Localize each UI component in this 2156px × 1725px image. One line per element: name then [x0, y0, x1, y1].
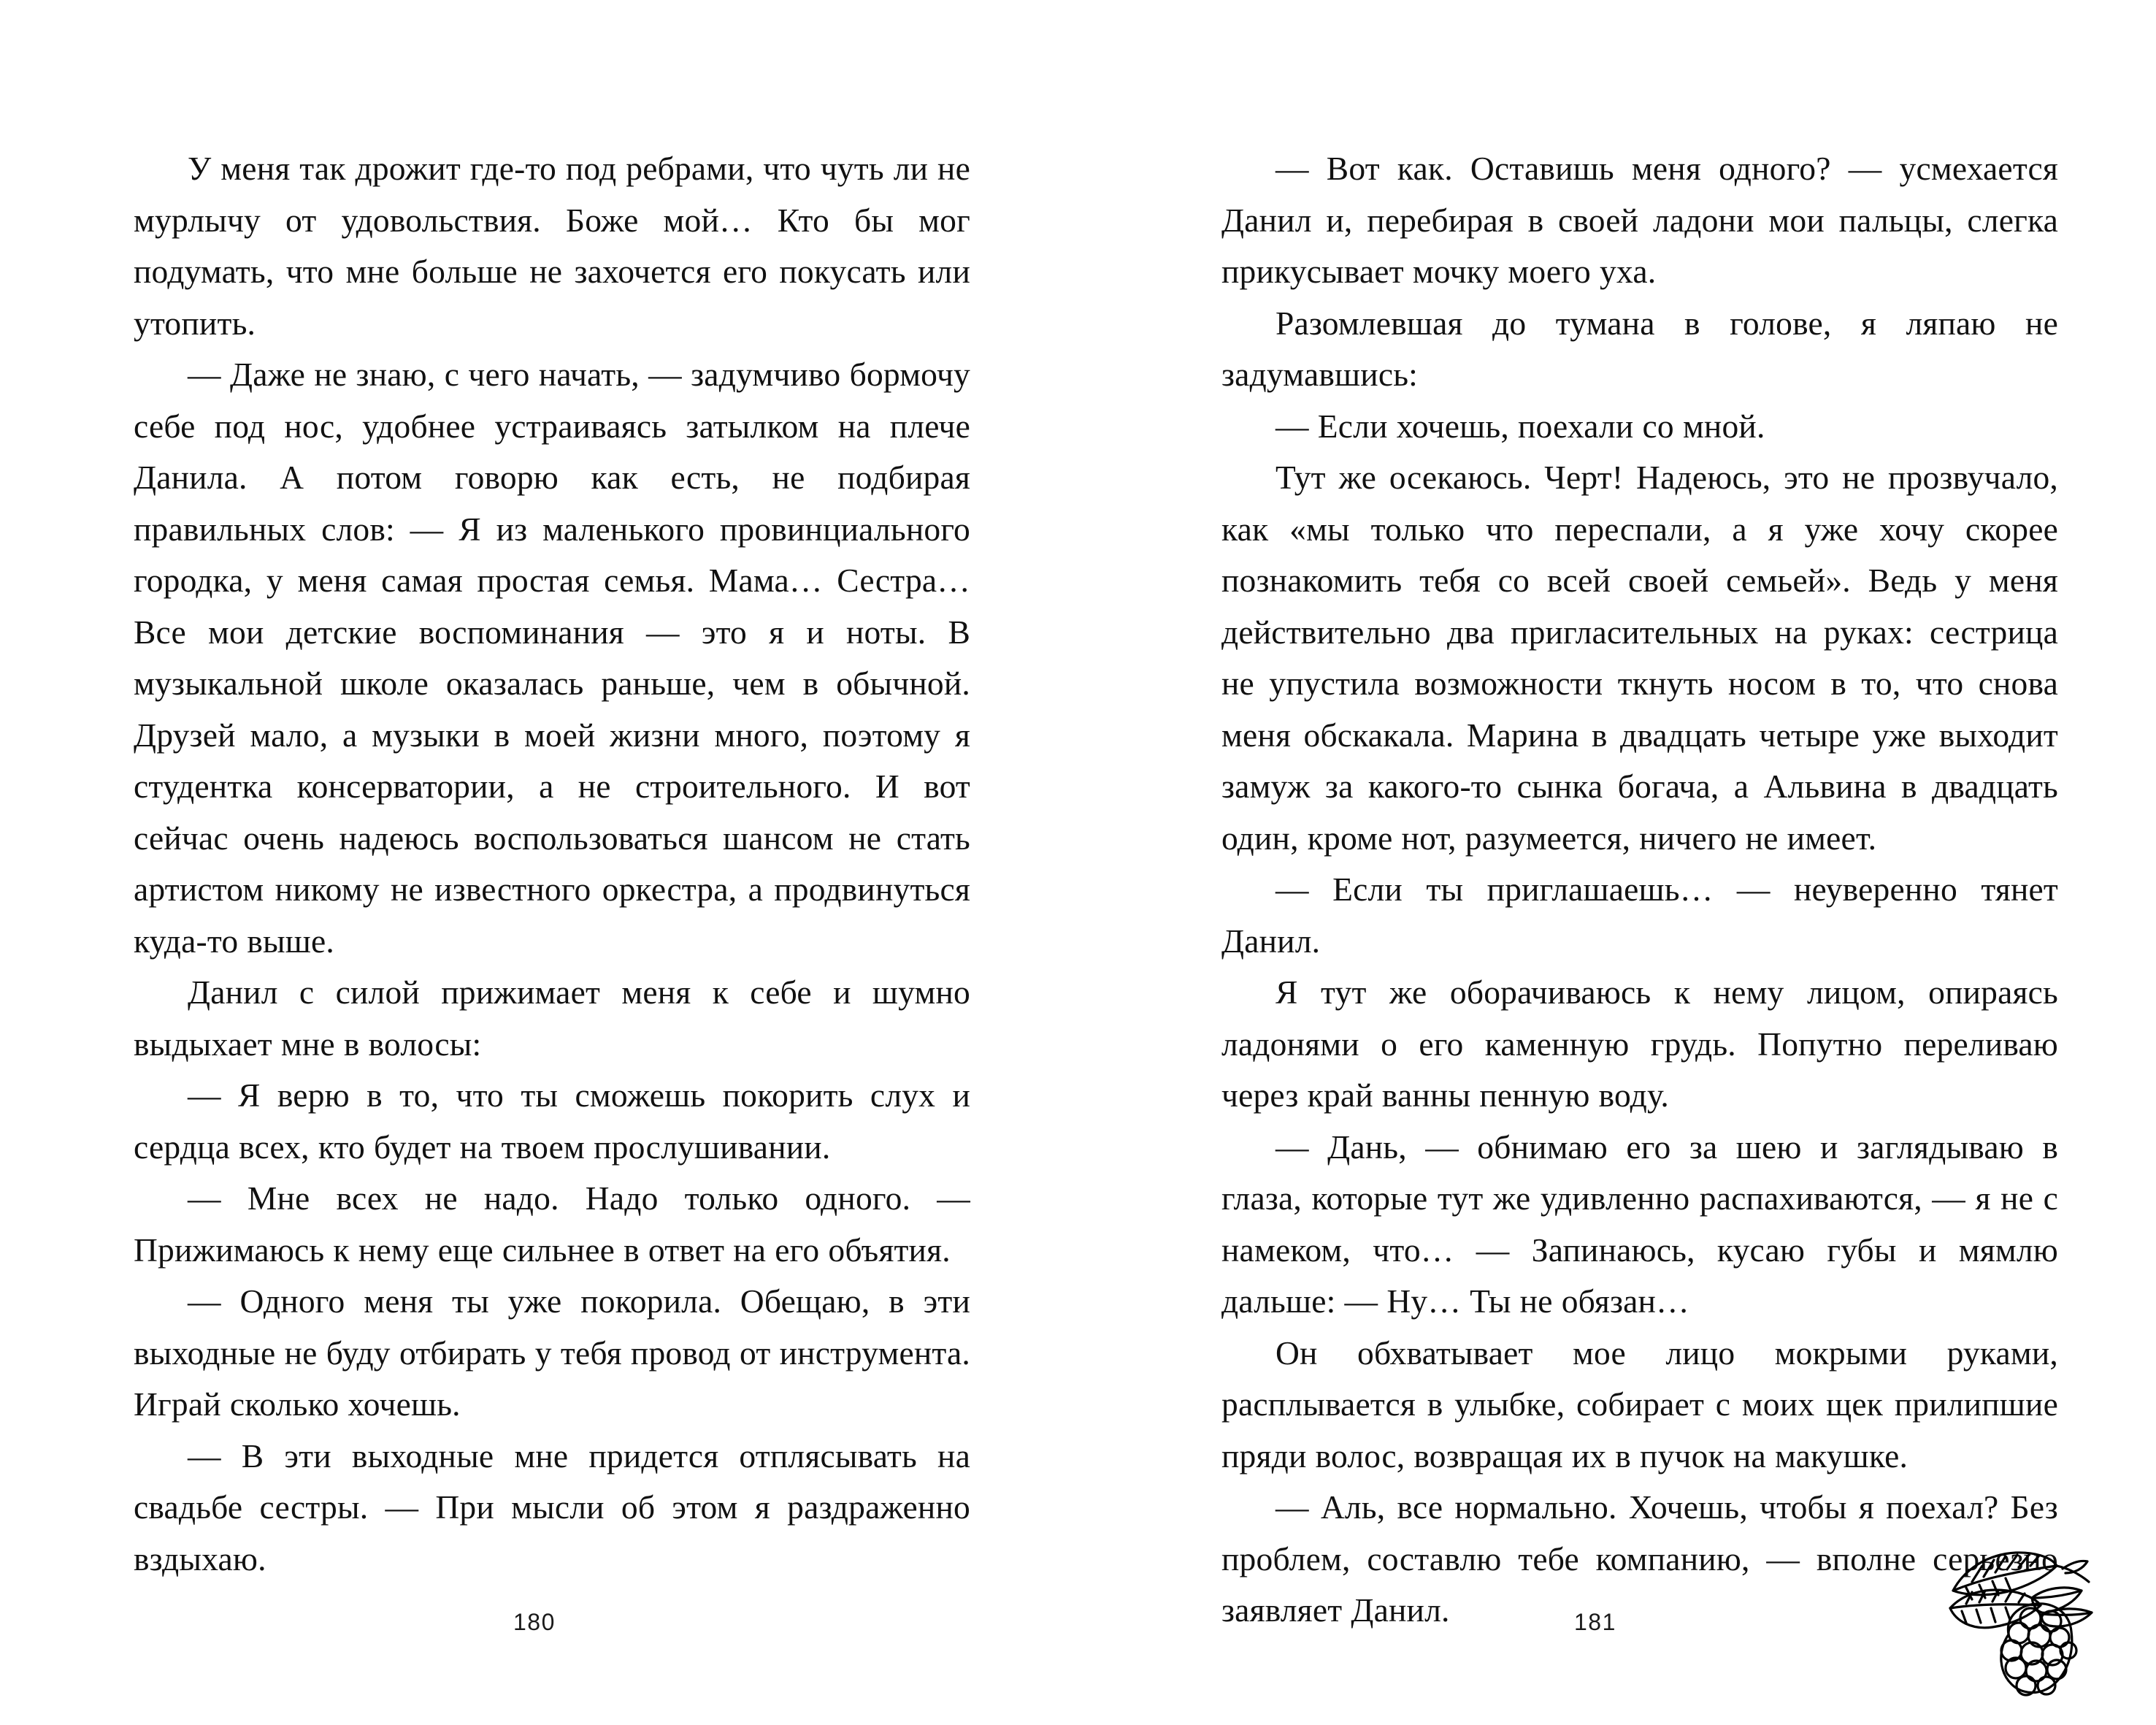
- paragraph: — В эти выходные мне придется отплясывать на свадьбе сестры. — При мысли об этом я раздраженно вздыхаю.: [134, 1437, 970, 1577]
- right-page-textblock: [1221, 143, 2058, 1637]
- right-page: [1078, 0, 2156, 1725]
- left-page-textblock: [134, 143, 970, 1585]
- page-number-right: 181: [1574, 1609, 1616, 1635]
- paragraph: Он обхватывает мое лицо мокрыми руками, расплывается в улыбке, собирает с моих щек прилипшие пряди волос, возвращая их в пучок на макушке.: [1221, 1334, 2058, 1475]
- paragraph: — Если ты приглашаешь… — неуверенно тянет Данил.: [1221, 871, 2058, 960]
- paragraph: Данил с силой прижимает меня к себе и шумно выдыхает мне в волосы:: [134, 974, 970, 1063]
- paragraph: — Одного меня ты уже покорила. Обещаю, в эти выходные не буду отбирать у тебя провод от инструмента. Играй сколько хочешь.: [134, 1282, 970, 1423]
- paragraph: Я тут же оборачиваюсь к нему лицом, опираясь ладонями о его каменную грудь. Попутно переливаю через край ванны пенную воду.: [1221, 974, 2058, 1114]
- paragraph: Разомлевшая до тумана в голове, я ляпаю не задумавшись:: [1221, 304, 2058, 393]
- paragraph: — Мне всех не надо. Надо только одного. — Прижимаюсь к нему еще сильнее в ответ на его объятия.: [134, 1179, 970, 1269]
- paragraph: — Я верю в то, что ты сможешь покорить слух и сердца всех, кто будет на твоем прослушивании.: [134, 1076, 970, 1166]
- page-number-left: 180: [513, 1609, 556, 1635]
- paragraph: Тут же осекаюсь. Черт! Надеюсь, это не прозвучало, как «мы только что переспали, а я уже хочу скорее познакомить тебя со всей своей семьей». Ведь у меня действительно два пригласительных на руках: сестрица не упустила возможности ткнуть носом в то, что снова меня обскакала. Марина в двадцать четыре уже выходит замуж за какого-то сынка богача, а Альвина в двадцать один, кроме нот, разумеется, ничего не имеет.: [1221, 459, 2058, 857]
- paragraph: У меня так дрожит где-то под ребрами, что чуть ли не мурлычу от удовольствия. Боже мой… Кто бы мог подумать, что мне больше не захочется его покусать или утопить.: [134, 150, 970, 342]
- paragraph: — Аль, все нормально. Хочешь, чтобы я поехал? Без проблем, составлю тебе компанию, — вполне серьезно заявляет Данил.: [1221, 1488, 2058, 1629]
- paragraph: — Вот как. Оставишь меня одного? — усмехается Данил и, перебирая в своей ладони мои пальцы, слегка прикусывает мочку моего уха.: [1221, 150, 2058, 290]
- paragraph: — Даже не знаю, с чего начать, — задумчиво бормочу себе под нос, удобнее устраиваясь затылком на плече Данила. А потом говорю как есть, не подбирая правильных слов: — Я из маленького провинциального городка, у меня самая простая семья. Мама… Сестра… Все мои детские воспоминания — это я и ноты. В музыкальной школе оказалась раньше, чем в обычной. Друзей мало, а музыки в моей жизни много, поэтому я студентка консерватории, а не строительного. И вот сейчас очень надеюсь воспользоваться шансом не стать артистом никому не известного оркестра, а продвинуться куда-то выше.: [134, 356, 970, 960]
- paragraph: — Дань, — обнимаю его за шею и заглядываю в глаза, которые тут же удивленно распахиваются, — я не с намеком, что… — Запинаюсь, кусаю губы и мямлю дальше: — Ну… Ты не обязан…: [1221, 1128, 2058, 1320]
- paragraph: — Если хочешь, поехали со мной.: [1275, 407, 1765, 445]
